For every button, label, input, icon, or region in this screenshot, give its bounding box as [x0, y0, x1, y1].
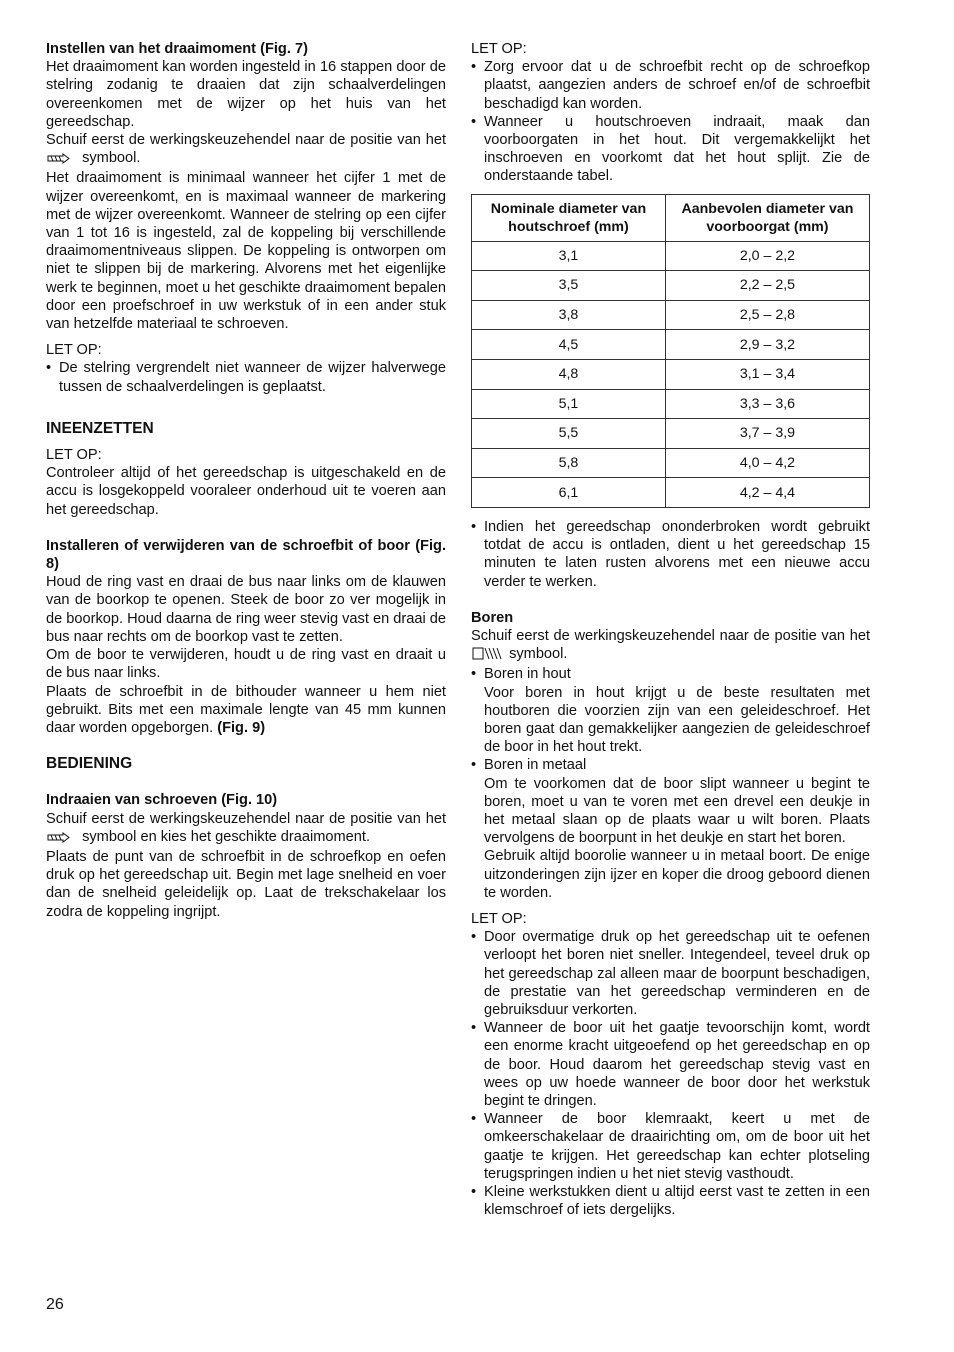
table-cell: 3,8 — [472, 300, 666, 330]
table-cell: 2,0 – 2,2 — [665, 241, 869, 271]
assembly-paragraph: Controleer altijd of het gereedschap is uitgeschakeld en de accu is losgekoppeld vooraleer onderhoud uit te voeren aan het gereedschap. — [46, 465, 446, 518]
section-title-torque: Instellen van het draaimoment (Fig. 7) — [46, 41, 308, 57]
torque-paragraph-2: Schuif eerst de werkingskeuzehendel naar de positie van het symbool. — [46, 131, 446, 169]
table-row — [472, 241, 870, 271]
table-cell: 3,3 – 3,6 — [665, 389, 869, 419]
table-cell: 2,9 – 3,2 — [665, 330, 869, 360]
table-row — [472, 419, 870, 449]
list-item-title: • Boren in metaal — [484, 757, 587, 774]
list-item: • Wanneer de boor uit het gaatje tevoorschijn komt, wordt een enorme kracht uitgeoefend op het gereedschap en op de boor. Houd daarom het gereedschap stevig vast en wees op uw hoede wanneer de boor door het werkstuk begint te dringen. — [471, 1019, 870, 1110]
install-paragraph-2: Om de boor te verwijderen, houdt u de ring vast en draait u de bus naar links. — [46, 647, 446, 682]
table-row — [472, 389, 870, 419]
list-item: • Wanneer de boor klemraakt, keert u met de omkeerschakelaar de draairichting om, om de boor uit het gaatje te krijgen. Het gereedschap kan echter plotseling terugspringen indien u het niet stevig vasthoudt. — [471, 1110, 870, 1183]
section-title-install-bit: Installeren of verwijderen van de schroefbit of boor (Fig. 8) — [46, 537, 446, 573]
table-header-row — [472, 194, 870, 241]
list-item: • Indien het gereedschap ononderbroken wordt gebruikt totdat de accu is ontladen, dient u het gereedschap 15 minuten te laten rusten alvorens met een nieuwe accu verder te werken. — [471, 518, 870, 591]
list-item-text: Gebruik altijd boorolie wanneer u in metaal boort. De enige uitzonderingen zijn ijzer en koper die droog geboord dienen te worden. — [484, 848, 870, 901]
table-cell: 4,2 – 4,4 — [665, 478, 869, 508]
table-cell: 5,8 — [472, 448, 666, 478]
section-heading-assembly: INEENZETTEN — [46, 419, 154, 437]
list-item — [471, 665, 870, 756]
section-title-drilling: Boren — [471, 609, 514, 626]
table-cell: 3,1 — [472, 241, 666, 271]
note-list — [471, 518, 870, 591]
table-cell: 2,2 – 2,5 — [665, 271, 869, 301]
drilling-paragraph: Schuif eerst de werkingskeuzehendel naar de positie van het symbool. — [471, 627, 870, 665]
drilling-mode-icon — [472, 647, 504, 665]
caution-list — [471, 58, 870, 185]
torque-paragraph-3: Het draaimoment is minimaal wanneer het cijfer 1 met de wijzer overeenkomt, en is maximaal wanneer de markering met de wijzer overeenkomt. Wanneer de stelring op een cijfer van 1 tot 16 is ingesteld, zal de koppeling bij verschillende draaimomentniveaus slippen. De koppeling is ontworpen om niet te slippen bij de markering. Alvorens met het eigenlijke werk te beginnen, moet u het geschikte draaimoment bepalen door een proefschroef in uw werkstuk of in een ander stuk van hetzelfde materiaal te schroeven. — [46, 170, 446, 333]
screwdriving-mode-icon — [47, 830, 77, 848]
table-row — [472, 360, 870, 390]
list-item: • De stelring vergrendelt niet wanneer de wijzer halverwege tussen de schaalverdelingen is geplaatst. — [46, 359, 446, 395]
table-header-cell: Aanbevolen diameter van voorboorgat (mm) — [665, 194, 869, 241]
list-item: • Zorg ervoor dat u de schroefbit recht op de schroefkop plaatst, aangezien anders de schroef en/of de schroefbit beschadigd kan worden. — [471, 58, 870, 113]
caution-list — [471, 928, 870, 1219]
screwdriving-mode-icon — [47, 151, 77, 169]
list-item: • Door overmatige druk op het gereedschap uit te oefenen verloopt het boren niet sneller. Integendeel, teveel druk op het gereedschap zal alleen maar de boorpunt beschadigen, de prestatie van het gereedschap verminderen en de gebruiksduur verkorten. — [471, 928, 870, 1019]
table-cell: 3,1 – 3,4 — [665, 360, 869, 390]
pilot-hole-table — [471, 194, 870, 508]
table-cell: 5,5 — [472, 419, 666, 449]
install-paragraph-1: Houd de ring vast en draai de bus naar links om de klauwen van de boorkop te openen. Steek de boor zo ver mogelijk in de boorkop. Houd daarna de ring weer stevig vast en draai de bus naar rechts om de boorkop vast te zetten. — [46, 574, 446, 645]
screwdriving-paragraph-1: Schuif eerst de werkingskeuzehendel naar de positie van het symbool en kies het geschikte draaimoment. — [46, 810, 446, 848]
list-item: • Wanneer u houtschroeven indraait, maak dan voorboorgaten in het hout. Dit vergemakkelijkt het inschroeven en voorkomt dat het hout splijt. Zie de onderstaande tabel. — [471, 113, 870, 186]
install-paragraph-3: Plaats de schroefbit in de bithouder wanneer u hem niet gebruikt. Bits met een maximale lengte van 45 mm kunnen daar worden opgeborgen. (Fig. 9) — [46, 683, 446, 736]
table-cell: 5,1 — [472, 389, 666, 419]
table-cell: 4,0 – 4,2 — [665, 448, 869, 478]
caution-label: LET OP: — [46, 342, 102, 359]
table-header-cell: Nominale diameter van houtschroef (mm) — [472, 194, 666, 241]
table-cell: 6,1 — [472, 478, 666, 508]
table-row — [472, 330, 870, 360]
left-column — [46, 40, 446, 921]
caution-label: LET OP: — [471, 41, 527, 57]
section-heading-operation: BEDIENING — [46, 755, 133, 773]
table-row — [472, 478, 870, 508]
table-row — [472, 448, 870, 478]
table-row — [472, 300, 870, 330]
table-cell: 3,7 – 3,9 — [665, 419, 869, 449]
torque-paragraph-1: Het draaimoment kan worden ingesteld in 16 stappen door de stelring zodanig te draaien dat zijn schaalverdelingen overeenkomen met de wijzer op het huis van het gereedschap. — [46, 59, 446, 130]
list-item-text: Om te voorkomen dat de boor slipt wanneer u begint te boren, moet u van te voren met een drevel een deukje in het metaal slaan op de plaats waar u wilt boren. Plaats vervolgens de boorpunt in het deukje en start het boren. — [484, 775, 870, 847]
figure-reference: (Fig. 9) — [217, 719, 266, 736]
section-title-screwdriving: Indraaien van schroeven (Fig. 10) — [46, 792, 278, 809]
table-cell: 2,5 – 2,8 — [665, 300, 869, 330]
table-cell: 3,5 — [472, 271, 666, 301]
table-cell: 4,5 — [472, 330, 666, 360]
list-item: • Kleine werkstukken dient u altijd eerst vast te zetten in een klemschroef of iets dergelijks. — [471, 1183, 870, 1219]
page-number: 26 — [46, 1296, 64, 1313]
right-column — [471, 40, 870, 1219]
caution-list — [46, 359, 446, 395]
list-item-text: Voor boren in hout krijgt u de beste resultaten met houtboren die voorzien zijn van een geleideschroef. Het boren gaat dan gemakkelijker aangezien de geleideschroef de boor in het hout trekt. — [484, 684, 870, 756]
table-row — [472, 271, 870, 301]
caution-label: LET OP: — [471, 911, 527, 928]
caution-label: LET OP: — [46, 447, 102, 464]
drilling-list — [471, 665, 870, 902]
list-item-title: • Boren in hout — [484, 666, 571, 683]
screwdriving-paragraph-2: Plaats de punt van de schroefbit in de schroefkop en oefen druk op het gereedschap uit. Begin met lage snelheid en voer dan de snelheid geleidelijk op. Laat de trekschakelaar los zodra de koppeling ingrijpt. — [46, 848, 446, 920]
list-item — [471, 756, 870, 902]
table-cell: 4,8 — [472, 360, 666, 390]
